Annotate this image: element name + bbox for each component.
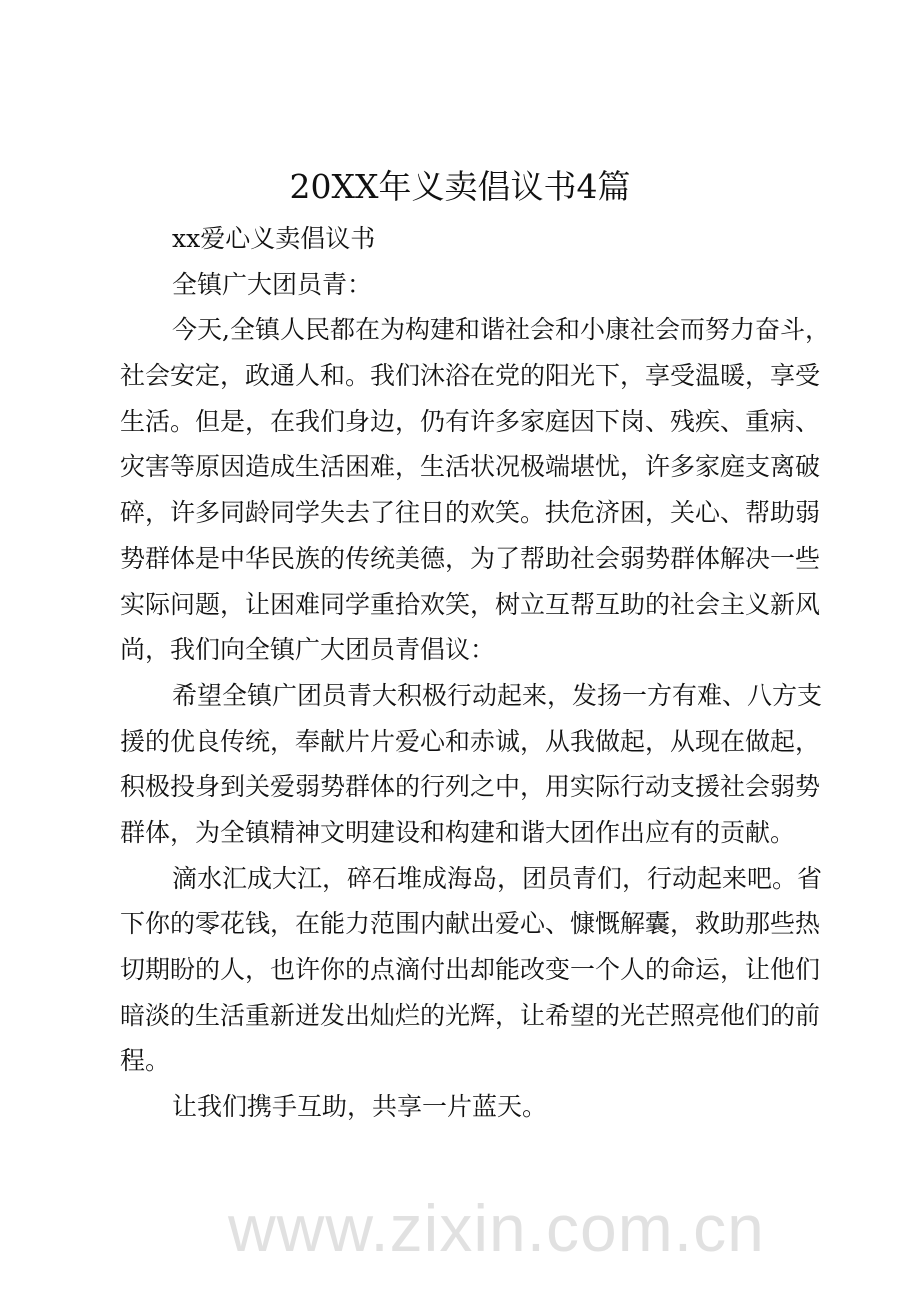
paragraph (120, 307, 830, 673)
text-line: 灾害等原因造成生活困难，生活状况极端堪忧，许多家庭支离破 (120, 452, 821, 482)
text-line: 尚，我们向全镇广大团员青倡议： (120, 635, 496, 665)
document-body (120, 216, 830, 1130)
paragraph (120, 856, 823, 1084)
text-line: 今天,全镇人民都在为构建和谐社会和小康社会而努力奋斗， (172, 315, 830, 345)
text-line: 实际问题，让困难同学重拾欢笑，树立互帮互助的社会主义新风 (120, 589, 821, 619)
text-line: 全镇广大团员青： (172, 269, 373, 299)
text-line: 滴水汇成大江，碎石堆成海岛，团员青们，行动起来吧。省 (172, 863, 823, 893)
text-line: 社会安定，政通人和。我们沐浴在党的阳光下，享受温暖，享受 (120, 361, 821, 391)
paragraph (120, 262, 804, 308)
paragraph (120, 216, 804, 262)
text-line: 暗淡的生活重新迸发出灿烂的光辉，让希望的光芒照亮他们的前 (120, 1000, 821, 1030)
text-line: 希望全镇广团员青大积极行动起来，发扬一方有难、八方支 (172, 680, 823, 710)
text-line: 让我们携手互助，共享一片蓝天。 (172, 1092, 548, 1122)
text-line: xx爱心义卖倡议书 (172, 224, 376, 253)
text-line: 切期盼的人，也许你的点滴付出却能改变一个人的命运，让他们 (120, 955, 821, 984)
text-line: 程。 (120, 1046, 171, 1076)
text-line: 援的优良传统，奉献片片爱心和赤诚，从我做起，从现在做起， (120, 726, 821, 756)
text-line: 生活。但是，在我们身边，仍有许多家庭因下岗、残疾、重病、 (120, 406, 821, 436)
paragraph (120, 1084, 804, 1130)
text-line: 积极投身到关爱弱势群体的行列之中，用实际行动支援社会弱势 (120, 772, 821, 802)
text-line: 势群体是中华民族的传统美德，为了帮助社会弱势群体解决一些 (120, 543, 821, 573)
document-title: 20XX年义卖倡议书4篇 (289, 167, 631, 206)
watermark: www.zixin.com.cn (228, 1191, 765, 1265)
paragraph (120, 673, 823, 856)
text-line: 下你的零花钱，在能力范围内献出爱心、慷慨解囊，救助那些热 (120, 909, 821, 939)
text-line: 碎，许多同龄同学失去了往日的欢笑。扶危济困，关心、帮助弱 (120, 498, 821, 528)
text-line: 群体，为全镇精神文明建设和构建和谐大团作出应有的贡献。 (120, 817, 796, 847)
